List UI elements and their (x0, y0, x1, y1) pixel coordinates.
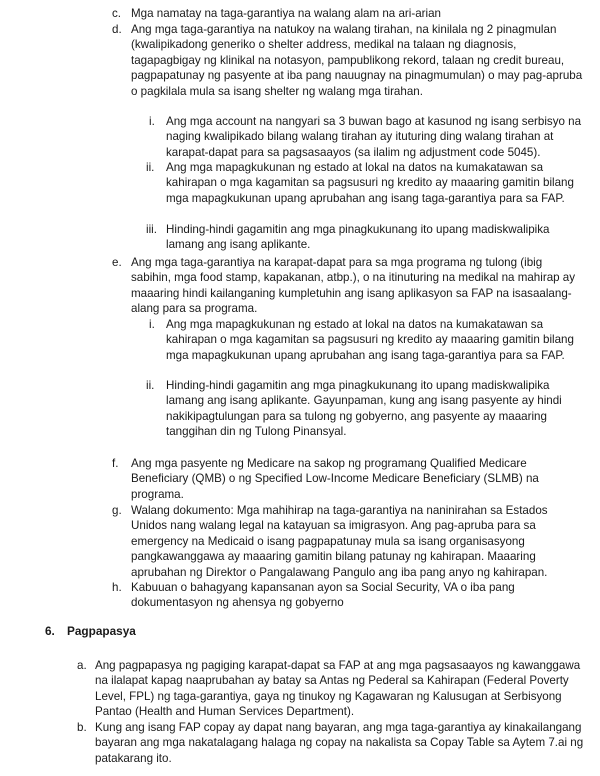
sub-item-d-iii (146, 222, 586, 253)
list-item-text: Kung ang isang FAP copay ay dapat nang bayaran, ang mga taga-garantiya ay kinakailangang bayaran ang mga nakatalagang halaga ng copay na nakalista sa Copay Table sa Aytem 7.ai ng patakarang ito. (95, 721, 584, 765)
sub-item-e-i (146, 317, 582, 363)
list-item-e (112, 255, 584, 317)
list-item-text: Mga namatay na taga-garantiya na walang alam na ari-arian (131, 7, 441, 20)
list-item-g (112, 503, 584, 580)
list-item-text: Ang mga mapagkukunan ng estado at lokal na datos na kumakatawan sa kahirapan o mga kagamitan sa pagsusuri ng kredito ay maaaring gamitin bilang mga mapagkukunan upang aprubahan ang isang taga-garantiya para sa FAP. (166, 318, 574, 362)
section-item-b (77, 720, 585, 766)
list-item-text: Walang dokumento: Mga mahihirap na taga-garantiya na naninirahan sa Estados Unidos nang walang legal na katayuan sa imigrasyon. Ang pag-apruba para sa emergency na Medicaid o isang pagpapatunay mula sa isang organisasyong pangkawanggawa ay maaaring gamitin bilang patunay ng kahirapan. Maaaring aprubahan ng Direktor o Pangalawang Pangulo ang iba pang anyo ng kahirapan. (131, 504, 548, 579)
list-marker: h. (112, 581, 122, 594)
list-item-text: Ang mga taga-garantiya na karapat-dapat para sa mga programa ng tulong (ibig sabihin, mga food stamp, kapakanan, atbp.), o na itinuturing na medikal na mahirap ay maaaring hindi kailanganing kumpletuhin ang isang aplikasyon sa FAP na isasaalang-alang para sa programa. (131, 256, 576, 316)
list-item-text: Ang mga taga-garantiya na natukoy na walang tirahan, na kinilala ng 2 pinagmulan (kwalipikadong generiko o shelter address, medikal na talaan ng diagnosis, tagapagbigay ng klinikal na notasyon, pampublikong rekord, talaan ng credit bureau, pagpapatunay ng pasyente at iba pang nauugnay na pinagmumulan) o may pag-apruba o pagkilala mula sa isang shelter ng walang mga tirahan. (131, 23, 583, 98)
list-marker: d. (112, 23, 122, 36)
list-marker: g. (112, 504, 122, 517)
list-item-text: Ang mga mapagkukunan ng estado at lokal na datos na kumakatawan sa kahirapan o mga kagamitan sa pagsusuri ng kredito ay maaaring gamitin bilang mga mapagkukunan upang aprubahan ang isang taga-garantiya para sa FAP. (166, 161, 574, 205)
list-item-text: Kabuuan o bahagyang kapansanan ayon sa Social Security, VA o iba pang dokumentasyon ng ahensya ng gobyerno (131, 581, 515, 610)
sub-item-d-ii (146, 160, 582, 206)
sub-item-e-ii (146, 378, 576, 440)
list-item-f (112, 456, 580, 502)
list-marker: i. (149, 115, 155, 128)
list-marker: iii. (146, 223, 157, 236)
list-item-text: Hinding-hindi gagamitin ang mga pinagkukunang ito upang madiskwalipika lamang ang isang aplikante. (166, 223, 550, 252)
sub-item-d-i (146, 114, 582, 160)
section-title: Pagpapasya (67, 624, 136, 638)
list-item-text: Ang pagpapasya ng pagiging karapat-dapat sa FAP at ang mga pagsasaayos ng kawanggawa na ilalapat kapag naaprubahan ay batay sa Antas ng Pederal sa Kahirapan (Federal Poverty Level, FPL) ng taga-garantiya, gaya ng tinukoy ng Kagawaran ng Kalusugan at Serbisyong Pantao (Health and Human Services Department). (95, 659, 581, 719)
list-item-c (112, 6, 582, 21)
section-item-a (77, 658, 585, 720)
list-marker: ii. (146, 161, 155, 174)
list-item-text: Ang mga pasyente ng Medicare na sakop ng programang Qualified Medicare Beneficiary (QMB) o ng Specified Low-Income Medicare Beneficiary (SLMB) na programa. (131, 457, 539, 501)
list-item-d (112, 22, 584, 99)
list-marker: ii. (146, 379, 155, 392)
list-marker: f. (112, 457, 119, 470)
list-item-text: Hinding-hindi gagamitin ang mga pinagkukunang ito upang madiskwalipika lamang ang isang aplikante. Gayunpaman, kung ang isang pasyente ay hindi nakikipagtulungan para sa tulong ng gobyerno, ang pasyente ay maaaring tanggihan din ng Tulong Pinansyal. (166, 379, 562, 439)
list-marker: b. (77, 721, 87, 734)
section-number: 6. (45, 624, 55, 638)
list-item-h (112, 580, 580, 611)
list-item-text: Ang mga account na nangyari sa 3 buwan bago at kasunod ng isang serbisyo na naging kwalipikado bilang walang tirahan ay ituturing ding walang tirahan at karapat-dapat para sa pagsasaayos (sa ilalim ng adjustment code 5045). (166, 115, 582, 159)
list-marker: a. (77, 659, 87, 672)
section-heading (45, 624, 345, 639)
list-marker: c. (112, 7, 122, 20)
list-marker: i. (149, 318, 155, 331)
list-marker: e. (112, 256, 122, 269)
